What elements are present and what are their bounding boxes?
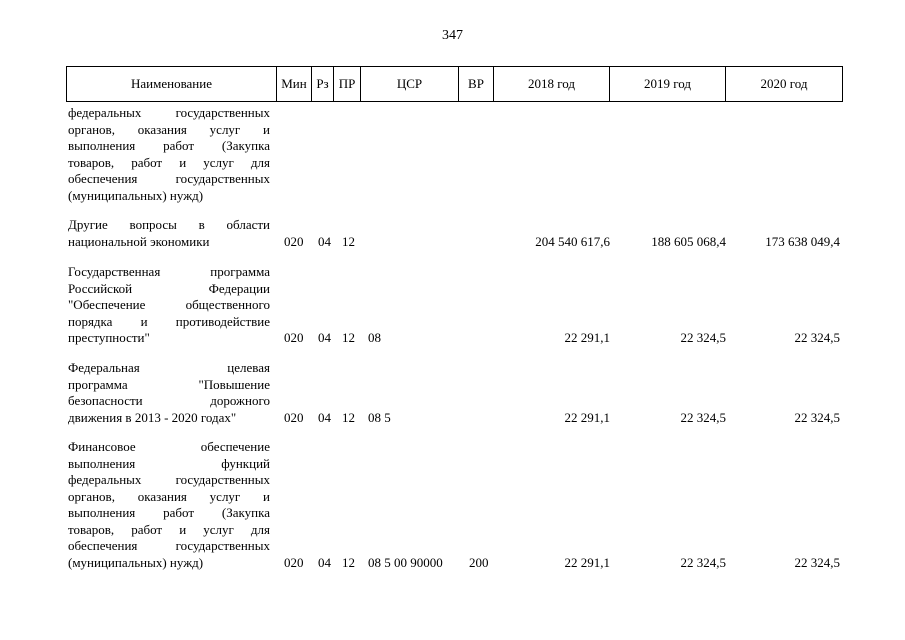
header-2018: 2018 год <box>494 67 610 101</box>
name-line: товаров, работ и услуг для <box>68 154 270 170</box>
name-line: выполнения работ (Закупка <box>68 138 270 153</box>
name-line: Российской Федерации <box>68 280 270 296</box>
cell-rz: 04 <box>318 234 331 249</box>
name-line: Другие вопросы в области <box>68 217 270 232</box>
table-header <box>66 66 843 102</box>
cell-2020: 173 638 049,4 <box>765 234 840 249</box>
cell-pr: 12 <box>342 555 355 570</box>
name-line: преступности" <box>68 330 150 345</box>
cell-2020: 22 324,5 <box>794 330 840 345</box>
cell-2019: 22 324,5 <box>680 555 726 570</box>
cell-csr: 08 5 00 90000 <box>368 555 443 570</box>
row-name <box>68 217 270 250</box>
name-line: Федеральная целевая <box>68 360 270 375</box>
cell-rz: 04 <box>318 410 331 425</box>
row-name <box>68 264 270 347</box>
cell-min: 020 <box>284 234 304 249</box>
row-name <box>68 360 270 426</box>
name-line: порядка и противодействие <box>68 313 270 329</box>
cell-min: 020 <box>284 410 304 425</box>
name-line: федеральных государственных <box>68 105 270 120</box>
header-csr: ЦСР <box>361 67 459 101</box>
cell-pr: 12 <box>342 234 355 249</box>
name-line: обеспечения государственных <box>68 538 270 553</box>
name-line: федеральных государственных <box>68 472 270 487</box>
row-name <box>68 439 270 571</box>
header-rz: Рз <box>312 67 334 101</box>
header-pr: ПР <box>334 67 361 101</box>
name-line: движения в 2013 - 2020 годах" <box>68 409 237 425</box>
name-line: выполнения функций <box>68 455 270 471</box>
cell-2020: 22 324,5 <box>794 555 840 570</box>
row-name <box>68 105 270 204</box>
cell-2020: 22 324,5 <box>794 410 840 425</box>
cell-vr: 200 <box>469 555 489 570</box>
name-line: выполнения работ (Закупка <box>68 505 270 520</box>
cell-min: 020 <box>284 330 304 345</box>
cell-2019: 22 324,5 <box>680 410 726 425</box>
header-2020: 2020 год <box>760 76 808 91</box>
name-line: органов, оказания услуг и <box>68 121 270 137</box>
name-line: Финансовое обеспечение <box>68 439 270 454</box>
name-line: товаров, работ и услуг для <box>68 521 270 537</box>
cell-2018: 22 291,1 <box>564 410 610 425</box>
cell-pr: 12 <box>342 330 355 345</box>
cell-2018: 22 291,1 <box>564 555 610 570</box>
cell-2018: 22 291,1 <box>564 330 610 345</box>
cell-2019: 22 324,5 <box>680 330 726 345</box>
header-vr: ВР <box>459 67 494 101</box>
name-line: обеспечения государственных <box>68 171 270 186</box>
header-min: Мин <box>277 67 312 101</box>
cell-2019: 188 605 068,4 <box>651 234 726 249</box>
cell-rz: 04 <box>318 555 331 570</box>
name-line: программа "Повышение <box>68 376 270 392</box>
name-line: "Обеспечение общественного <box>68 297 270 312</box>
cell-pr: 12 <box>342 410 355 425</box>
name-line: (муниципальных) нужд) <box>68 187 204 203</box>
page-number: 347 <box>442 28 463 43</box>
cell-csr: 08 <box>368 330 381 345</box>
header-2019: 2019 год <box>610 67 726 101</box>
name-line: Государственная программа <box>68 264 270 279</box>
name-line: национальной экономики <box>68 233 210 249</box>
cell-rz: 04 <box>318 330 331 345</box>
name-line: органов, оказания услуг и <box>68 488 270 504</box>
header-name: Наименование <box>67 67 277 101</box>
cell-min: 020 <box>284 555 304 570</box>
name-line: безопасности дорожного <box>68 393 270 408</box>
cell-csr: 08 5 <box>368 410 391 425</box>
name-line: (муниципальных) нужд) <box>68 554 204 570</box>
cell-2018: 204 540 617,6 <box>535 234 610 249</box>
